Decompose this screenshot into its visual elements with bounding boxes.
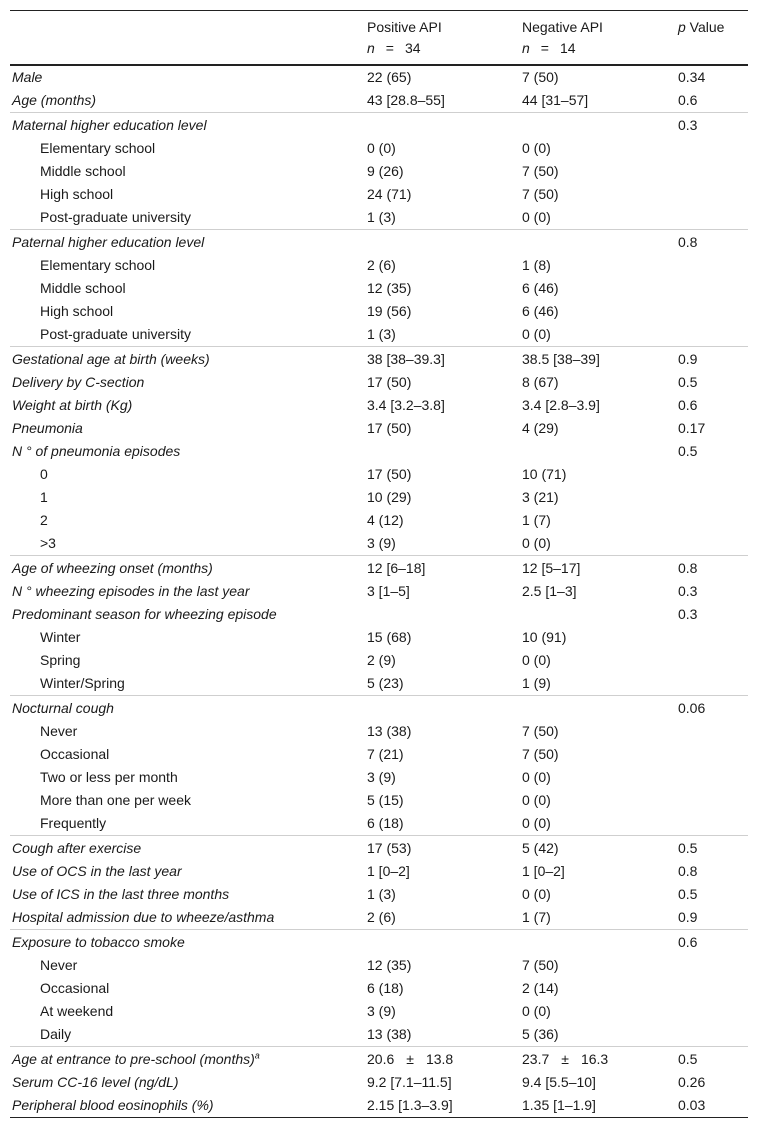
table-row (10, 160, 748, 183)
row-label: Delivery by C-section (12, 374, 145, 390)
row-label: Post-graduate university (40, 209, 191, 225)
row-label: Elementary school (40, 140, 156, 156)
row-label: Weight at birth (Kg) (12, 397, 133, 413)
positive-api-value: 7 (21) (367, 746, 404, 762)
row-label: Maternal higher education level (12, 117, 207, 133)
footnote-marker: a (254, 1050, 260, 1061)
row-label: >3 (40, 535, 56, 551)
negative-api-value: 6 (46) (522, 280, 559, 296)
row-label: Middle school (40, 163, 126, 179)
p-value: 0.5 (678, 840, 698, 856)
p-value: 0.5 (678, 1051, 698, 1067)
positive-api-value: 5 (23) (367, 675, 404, 691)
positive-api-value: 19 (56) (367, 303, 412, 319)
negative-api-value: 0 (0) (522, 140, 551, 156)
table-bottom-rule (10, 1117, 748, 1118)
positive-api-value: 5 (15) (367, 792, 404, 808)
row-label: 0 (40, 466, 48, 482)
table-row (10, 463, 748, 486)
row-label: Two or less per month (40, 769, 178, 785)
header-negative-api (522, 17, 603, 59)
table-row (10, 89, 748, 112)
positive-api-value: 17 (50) (367, 374, 412, 390)
row-label: At weekend (40, 1003, 114, 1019)
row-label: 1 (40, 489, 48, 505)
table-row (10, 766, 748, 789)
positive-api-value: 6 (18) (367, 815, 404, 831)
p-value: 0.6 (678, 934, 698, 950)
negative-api-value: 23.7 ± 16.3 (522, 1051, 609, 1067)
p-value: 0.5 (678, 374, 698, 390)
negative-api-value: 7 (50) (522, 957, 559, 973)
positive-api-value: 10 (29) (367, 489, 412, 505)
negative-api-value: 6 (46) (522, 303, 559, 319)
row-label: N ° of pneumonia episodes (12, 443, 181, 459)
negative-api-value: 1 (8) (522, 257, 551, 273)
p-value: 0.8 (678, 863, 698, 879)
table-row (10, 603, 748, 626)
table-row (10, 300, 748, 323)
negative-api-value: 10 (91) (522, 629, 567, 645)
table-row (10, 371, 748, 394)
row-label: Hospital admission due to wheeze/asthma (12, 909, 275, 925)
table-row (10, 649, 748, 672)
row-label: Winter/Spring (40, 675, 125, 691)
table-row (10, 906, 748, 929)
row-label: Age of wheezing onset (months) (12, 560, 213, 576)
row-label: Frequently (40, 815, 107, 831)
table-row (10, 1000, 748, 1023)
positive-api-value: 12 [6–18] (367, 560, 426, 576)
negative-api-value: 0 (0) (522, 535, 551, 551)
row-label: More than one per week (40, 792, 191, 808)
table-row (10, 254, 748, 277)
p-value: 0.34 (678, 69, 706, 85)
positive-api-value: 6 (18) (367, 980, 404, 996)
table-row (10, 112, 748, 137)
negative-api-value: 2 (14) (522, 980, 559, 996)
p-value: 0.5 (678, 886, 698, 902)
header-positive-title: Positive API (367, 19, 442, 35)
row-label: Age at entrance to pre-school (months)$^a$ (12, 1050, 260, 1067)
negative-api-value: 1 (7) (522, 512, 551, 528)
negative-api-value: 1.35 [1–1.9] (522, 1097, 596, 1113)
header-negative-n: n = 14 (522, 40, 576, 56)
row-label: Post-graduate university (40, 326, 191, 342)
table-row (10, 626, 748, 649)
row-label: Serum CC-16 level (ng/dL) (12, 1074, 179, 1090)
negative-api-value: 12 [5–17] (522, 560, 581, 576)
positive-api-value: 9.2 [7.1–11.5] (367, 1074, 452, 1090)
positive-api-value: 38 [38–39.3] (367, 351, 445, 367)
p-value: 0.3 (678, 117, 698, 133)
table-row (10, 672, 748, 695)
positive-api-value: 1 (3) (367, 326, 396, 342)
negative-api-value: 3 (21) (522, 489, 559, 505)
positive-api-value: 17 (50) (367, 466, 412, 482)
row-label: N ° wheezing episodes in the last year (12, 583, 250, 599)
positive-api-value: 13 (38) (367, 723, 412, 739)
negative-api-value: 5 (42) (522, 840, 559, 856)
negative-api-value: 0 (0) (522, 815, 551, 831)
p-value: 0.5 (678, 443, 698, 459)
negative-api-value: 0 (0) (522, 886, 551, 902)
table-row (10, 977, 748, 1000)
table-row (10, 555, 748, 580)
row-label: Predominant season for wheezing episode (12, 606, 277, 622)
negative-api-value: 0 (0) (522, 652, 551, 668)
table-header (10, 10, 748, 66)
positive-api-value: 1 (3) (367, 209, 396, 225)
row-label: Elementary school (40, 257, 156, 273)
table-row (10, 440, 748, 463)
negative-api-value: 44 [31–57] (522, 92, 589, 108)
table-row (10, 417, 748, 440)
row-label: High school (40, 303, 114, 319)
header-positive-api (367, 17, 442, 59)
table-row (10, 812, 748, 835)
p-value: 0.9 (678, 351, 698, 367)
table-row (10, 183, 748, 206)
table-row (10, 835, 748, 860)
p-value: 0.3 (678, 583, 698, 599)
positive-api-value: 2.15 [1.3–3.9] (367, 1097, 453, 1113)
table-row (10, 1094, 748, 1117)
negative-api-value: 10 (71) (522, 466, 567, 482)
negative-api-value: 7 (50) (522, 746, 559, 762)
positive-api-value: 12 (35) (367, 957, 412, 973)
negative-api-value: 0 (0) (522, 209, 551, 225)
table-row (10, 695, 748, 720)
row-label: Winter (40, 629, 81, 645)
negative-api-value: 1 (9) (522, 675, 551, 691)
row-label: Pneumonia (12, 420, 83, 436)
row-label: Use of ICS in the last three months (12, 886, 230, 902)
positive-api-value: 20.6 ± 13.8 (367, 1051, 454, 1067)
table-row (10, 346, 748, 371)
p-value: 0.17 (678, 420, 706, 436)
p-value: 0.26 (678, 1074, 706, 1090)
positive-api-value: 13 (38) (367, 1026, 412, 1042)
positive-api-value: 15 (68) (367, 629, 412, 645)
table-row (10, 486, 748, 509)
positive-api-value: 1 [0–2] (367, 863, 410, 879)
table-row (10, 1023, 748, 1046)
table-row (10, 394, 748, 417)
row-label: Never (40, 957, 78, 973)
negative-api-value: 7 (50) (522, 723, 559, 739)
table-row (10, 206, 748, 229)
negative-api-value: 8 (67) (522, 374, 559, 390)
positive-api-value: 9 (26) (367, 163, 404, 179)
table-row (10, 720, 748, 743)
negative-api-value: 1 [0–2] (522, 863, 565, 879)
negative-api-value: 5 (36) (522, 1026, 559, 1042)
positive-api-value: 24 (71) (367, 186, 412, 202)
table-row (10, 532, 748, 555)
table-row (10, 277, 748, 300)
p-value: 0.6 (678, 397, 698, 413)
p-value: 0.9 (678, 909, 698, 925)
positive-api-value: 3 (9) (367, 535, 396, 551)
positive-api-value: 3 (9) (367, 769, 396, 785)
row-label: Male (12, 69, 43, 85)
table-row (10, 1071, 748, 1094)
table-row (10, 137, 748, 160)
table-row (10, 229, 748, 254)
negative-api-value: 2.5 [1–3] (522, 583, 577, 599)
table-row (10, 883, 748, 906)
data-table (10, 10, 748, 1118)
row-label: Age (months) (12, 92, 97, 108)
table-row (10, 860, 748, 883)
negative-api-value: 0 (0) (522, 326, 551, 342)
row-label: Gestational age at birth (weeks) (12, 351, 210, 367)
table-row (10, 509, 748, 532)
row-label: 2 (40, 512, 48, 528)
positive-api-value: 4 (12) (367, 512, 404, 528)
negative-api-value: 7 (50) (522, 163, 559, 179)
row-label: Nocturnal cough (12, 700, 114, 716)
positive-api-value: 0 (0) (367, 140, 396, 156)
negative-api-value: 9.4 [5.5–10] (522, 1074, 596, 1090)
positive-api-value: 2 (6) (367, 909, 396, 925)
row-label: Occasional (40, 746, 110, 762)
negative-api-value: 38.5 [38–39] (522, 351, 600, 367)
positive-api-value: 43 [28.8–55] (367, 92, 445, 108)
row-label: Daily (40, 1026, 72, 1042)
positive-api-value: 17 (50) (367, 420, 412, 436)
row-label: Middle school (40, 280, 126, 296)
table-row (10, 789, 748, 812)
table-row (10, 66, 748, 89)
p-value: 0.03 (678, 1097, 706, 1113)
negative-api-value: 0 (0) (522, 792, 551, 808)
positive-api-value: 1 (3) (367, 886, 396, 902)
row-label: Exposure to tobacco smoke (12, 934, 185, 950)
table-row (10, 743, 748, 766)
table-row (10, 1046, 748, 1071)
positive-api-value: 2 (9) (367, 652, 396, 668)
p-value: 0.6 (678, 92, 698, 108)
table-row (10, 954, 748, 977)
p-value: 0.8 (678, 560, 698, 576)
row-label: Spring (40, 652, 81, 668)
row-label: Use of OCS in the last year (12, 863, 182, 879)
positive-api-value: 22 (65) (367, 69, 412, 85)
row-label: Never (40, 723, 78, 739)
negative-api-value: 0 (0) (522, 769, 551, 785)
p-value: 0.06 (678, 700, 706, 716)
positive-api-value: 3.4 [3.2–3.8] (367, 397, 445, 413)
header-p-value: p Value (678, 19, 725, 35)
positive-api-value: 17 (53) (367, 840, 412, 856)
row-label: Peripheral blood eosinophils (%) (12, 1097, 214, 1113)
row-label: Cough after exercise (12, 840, 142, 856)
table-row (10, 323, 748, 346)
table-row (10, 929, 748, 954)
negative-api-value: 7 (50) (522, 69, 559, 85)
table-body (10, 66, 748, 1117)
row-label: Occasional (40, 980, 110, 996)
negative-api-value: 7 (50) (522, 186, 559, 202)
negative-api-value: 0 (0) (522, 1003, 551, 1019)
positive-api-value: 3 [1–5] (367, 583, 410, 599)
row-label: High school (40, 186, 114, 202)
p-value: 0.3 (678, 606, 698, 622)
positive-api-value: 3 (9) (367, 1003, 396, 1019)
table-row (10, 580, 748, 603)
positive-api-value: 2 (6) (367, 257, 396, 273)
negative-api-value: 4 (29) (522, 420, 559, 436)
negative-api-value: 1 (7) (522, 909, 551, 925)
p-value: 0.8 (678, 234, 698, 250)
negative-api-value: 3.4 [2.8–3.9] (522, 397, 600, 413)
header-negative-title: Negative API (522, 19, 603, 35)
positive-api-value: 12 (35) (367, 280, 412, 296)
row-label: Paternal higher education level (12, 234, 205, 250)
header-positive-n: n = 34 (367, 40, 421, 56)
